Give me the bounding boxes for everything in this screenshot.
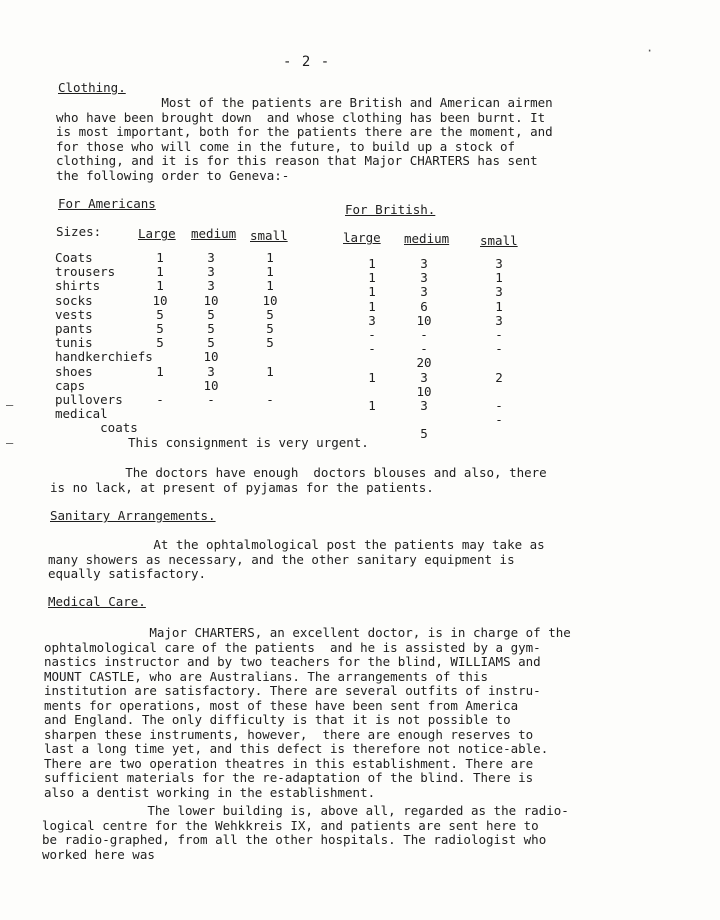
row-label: shoes [55, 363, 93, 379]
medical-line: ophtalmological care of the patients and he is assisted by a gym- [44, 639, 541, 655]
american-cell: 1 [266, 363, 274, 379]
row-label: pullovers [55, 392, 123, 407]
lower-building-line: logical centre for the Wehkkreis IX, and patients are sent here to [42, 817, 539, 833]
british-cell: 1 [368, 284, 376, 300]
british-cell: - [495, 341, 503, 357]
american-cell: 1 [156, 363, 164, 379]
british-cell: 20 [416, 355, 432, 371]
british-cell: - [368, 341, 376, 357]
british-cell: 1 [368, 398, 376, 413]
british-cell: 3 [495, 312, 503, 328]
british-cell: 1 [495, 270, 503, 286]
american-cell: 3 [207, 363, 215, 379]
doctors-line: The doctors have enough doctors blouses and also, there [50, 465, 547, 480]
british-cell: 1 [368, 270, 376, 286]
british-cell: 1 [368, 298, 376, 314]
american-cell: 5 [207, 321, 215, 336]
clothing-line: who have been brought down and whose clothing has been burnt. It [56, 109, 546, 125]
british-cell: - [420, 341, 428, 357]
medical-line: ments for operations, most of these have been sent from America [44, 697, 519, 713]
british-cell: - [495, 398, 503, 413]
american-cell: - [156, 392, 164, 407]
page-number: - 2 - [283, 54, 331, 70]
british-cell: 1 [368, 256, 376, 271]
lower-building-paragraph [42, 804, 569, 862]
am-col-large: Large [138, 226, 176, 241]
american-cell: 5 [266, 321, 274, 336]
speck-mark: · [646, 44, 654, 58]
row-label: trousers [55, 264, 116, 280]
medical-line: and England. The only difficulty is that it is not possible to [44, 712, 511, 727]
row-label: medical [55, 406, 108, 422]
sizes-label: Sizes: [56, 224, 102, 239]
british-cell: 1 [495, 298, 503, 314]
american-cell: 5 [266, 306, 274, 322]
american-cell: 1 [156, 278, 164, 294]
american-cell: 10 [203, 292, 219, 308]
medical-line: sharpen these instruments, however, there are enough reserves to [44, 726, 534, 742]
lower-building-line: The lower building is, above all, regarded as the radio- [42, 803, 569, 818]
medical-line: Major CHARTERS, an excellent doctor, is in charge of the [44, 625, 571, 640]
american-cell: 5 [156, 335, 164, 351]
american-cell: 5 [156, 306, 164, 322]
medical-line: also a dentist working in the establishment. [44, 784, 376, 800]
doctors-paragraph [50, 466, 547, 495]
sanitary-line: equally satisfactory. [48, 566, 207, 581]
american-cell: 5 [266, 335, 274, 351]
medical-paragraph [44, 626, 571, 800]
row-label: caps [55, 377, 86, 393]
margin-mark: – [6, 436, 14, 450]
medical-line: nastics instructor and by two teachers for the blind, WILLIAMS and [44, 654, 541, 669]
american-cell: 5 [207, 335, 215, 351]
british-cell: 5 [420, 426, 428, 442]
row-label: pants [55, 321, 93, 336]
doctors-line: is no lack, at present of pyjamas for the patients. [50, 479, 434, 495]
british-cell: 3 [420, 284, 428, 300]
british-cell: 3 [495, 256, 503, 271]
lower-building-line: be radio-graphed, from all the other hospitals. The radiologist who [42, 832, 547, 847]
american-cell: 10 [152, 292, 168, 308]
medical-line: sufficient materials for the re-adaptation of the blind. There is [44, 770, 534, 785]
american-cell: 5 [156, 321, 164, 336]
row-label: Coats [55, 250, 93, 265]
british-cell: - [420, 327, 428, 342]
br-col-small: small [480, 233, 518, 248]
lower-building-line: worked here was [42, 846, 155, 862]
sanitary-line: At the ophtalmological post the patients may take as [48, 537, 545, 552]
row-label: socks [55, 292, 93, 308]
british-cell: 10 [416, 383, 432, 399]
american-cell: 10 [203, 349, 219, 365]
american-cell: 1 [266, 264, 274, 280]
american-cell: 3 [207, 250, 215, 265]
br-col-large: large [343, 230, 381, 245]
am-col-small: small [250, 228, 288, 243]
americans-heading: For Americans [58, 196, 156, 211]
row-label: vests [55, 306, 93, 322]
medical-line: institution are satisfactory. There are several outfits of instru- [44, 683, 541, 698]
british-cell: 1 [368, 369, 376, 385]
american-cell: 10 [203, 377, 219, 393]
urgent-note: This consignment is very urgent. [128, 435, 369, 450]
clothing-line: for those who will come in the future, to build up a stock of [56, 138, 516, 154]
clothing-line: Most of the patients are British and American airmen [56, 95, 553, 110]
medical-line: last a long time yet, and this defect is therefore not notice-able. [44, 741, 549, 756]
medical-line: There are two operation theatres in this establishment. There are [44, 755, 534, 771]
am-col-medium: medium [191, 226, 237, 241]
row-label: shirts [55, 278, 101, 294]
margin-mark: – [6, 398, 14, 412]
medical-heading: Medical Care. [48, 594, 146, 609]
sanitary-line: many showers as necessary, and the other sanitary equipment is [48, 551, 515, 567]
medical-line: MOUNT CASTLE, who are Australians. The arrangements of this [44, 668, 489, 684]
british-cell: 3 [495, 284, 503, 300]
british-cell: 6 [420, 298, 428, 314]
british-cell: 2 [495, 369, 503, 385]
american-cell: 1 [156, 250, 164, 265]
row-label: handkerchiefs [55, 349, 153, 365]
sanitary-paragraph [48, 538, 545, 582]
american-cell: 1 [156, 264, 164, 280]
british-cell: 3 [420, 270, 428, 286]
american-cell: - [266, 392, 274, 407]
british-cell: 3 [368, 312, 376, 328]
british-cell: - [495, 327, 503, 342]
clothing-line: the following order to Geneva:- [56, 167, 290, 183]
sanitary-heading: Sanitary Arrangements. [50, 508, 216, 523]
row-label: tunis [55, 335, 93, 351]
american-cell: 5 [207, 306, 215, 322]
clothing-paragraph [56, 96, 553, 183]
british-cell: 3 [420, 398, 428, 413]
american-cell: 3 [207, 278, 215, 294]
clothing-line: clothing, and it is for this reason that Major CHARTERS has sent [56, 153, 538, 168]
british-cell: 3 [420, 256, 428, 271]
row-label: coats [55, 420, 138, 436]
american-cell: 1 [266, 250, 274, 265]
british-cell: 10 [416, 312, 432, 328]
clothing-heading: Clothing. [58, 80, 126, 95]
british-cell: 3 [420, 369, 428, 385]
british-cell: - [368, 327, 376, 342]
br-col-medium: medium [404, 231, 450, 246]
british-cell: - [495, 412, 503, 428]
american-cell: 3 [207, 264, 215, 280]
clothing-line: is most important, both for the patients there are the moment, and [56, 124, 553, 139]
british-heading: For British. [345, 202, 436, 217]
american-cell: 1 [266, 278, 274, 294]
american-cell: 10 [262, 292, 278, 308]
american-cell: - [207, 392, 215, 407]
